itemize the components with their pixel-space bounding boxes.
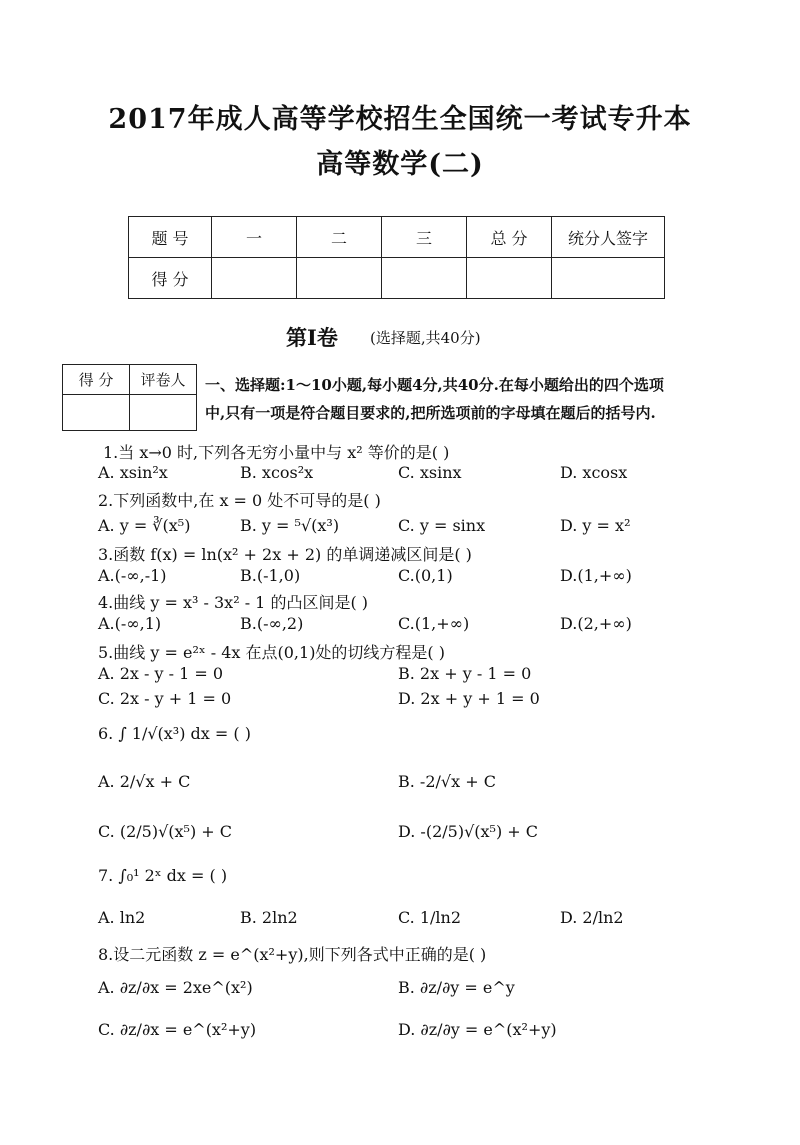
volume-note: (选择题,共40分): [370, 329, 481, 347]
question-1-option-d: D. xcosx: [560, 463, 628, 482]
score-cell: [297, 258, 382, 299]
score-header-cell: 三: [382, 217, 467, 258]
score-cell: [382, 258, 467, 299]
question-3-option-b: B.(-1,0): [240, 566, 301, 585]
score-cell: [552, 258, 665, 299]
question-4-option-a: A.(-∞,1): [98, 614, 162, 633]
question-5-option-a: A. 2x - y - 1 = 0: [98, 664, 224, 683]
grader-name-cell: [130, 395, 197, 431]
question-8-option-a: A. ∂z/∂x = 2xe^(x²): [98, 978, 253, 997]
question-5-stem: 5.曲线 y = e²ˣ - 4x 在点(0,1)处的切线方程是( ): [98, 643, 446, 662]
grader-name-label: 评卷人: [130, 365, 197, 395]
question-4-stem: 4.曲线 y = x³ - 3x² - 1 的凸区间是( ): [98, 593, 369, 612]
question-2-option-c: C. y = sinx: [398, 516, 486, 535]
question-1-option-b: B. xcos²x: [240, 463, 314, 482]
question-3-option-a: A.(-∞,-1): [98, 566, 167, 585]
score-row-label: 得 分: [129, 258, 212, 299]
question-5-option-c: C. 2x - y + 1 = 0: [98, 689, 232, 708]
question-1-option-c: C. xsinx: [398, 463, 462, 482]
question-4-option-b: B.(-∞,2): [240, 614, 304, 633]
question-7-option-b: B. 2ln2: [240, 908, 298, 927]
question-4-option-d: D.(2,+∞): [560, 614, 632, 633]
question-1-stem: 1.当 x→0 时,下列各无穷小量中与 x² 等价的是( ): [103, 443, 450, 462]
grader-score-cell: [63, 395, 130, 431]
score-header-cell: 一: [212, 217, 297, 258]
score-table: [128, 216, 665, 299]
question-8-option-b: B. ∂z/∂y = e^y: [398, 978, 515, 997]
grader-table: [62, 364, 197, 431]
question-7-stem: 7. ∫₀¹ 2ˣ dx = ( ): [98, 866, 228, 885]
exam-title: 2017年成人高等学校招生全国统一考试专升本: [108, 104, 692, 135]
question-1-option-a: A. xsin²x: [98, 463, 168, 482]
question-6-stem: 6. ∫ 1/√(x³) dx = ( ): [98, 724, 251, 743]
score-header-cell: 二: [297, 217, 382, 258]
question-8-stem: 8.设二元函数 z = e^(x²+y),则下列各式中正确的是( ): [98, 945, 487, 964]
subject-title: 高等数学(二): [316, 149, 484, 180]
volume-title: 第Ⅰ卷: [286, 325, 338, 350]
question-3-option-d: D.(1,+∞): [560, 566, 632, 585]
question-6-option-a: A. 2/√x + C: [98, 772, 191, 791]
instruction-line-2: 中,只有一项是符合题目要求的,把所选项前的字母填在题后的括号内.: [205, 404, 656, 422]
question-5-option-d: D. 2x + y + 1 = 0: [398, 689, 540, 708]
question-2-option-a: A. y = ∛(x⁵): [98, 516, 191, 535]
score-header-cell: 总 分: [467, 217, 552, 258]
score-cell: [467, 258, 552, 299]
question-6-option-d: D. -(2/5)√(x⁵) + C: [398, 822, 539, 841]
question-6-option-c: C. (2/5)√(x⁵) + C: [98, 822, 233, 841]
score-header-cell: 统分人签字: [552, 217, 665, 258]
question-4-option-c: C.(1,+∞): [398, 614, 470, 633]
question-7-option-d: D. 2/ln2: [560, 908, 624, 927]
question-2-option-d: D. y = x²: [560, 516, 631, 535]
score-cell: [212, 258, 297, 299]
question-3-stem: 3.函数 f(x) = ln(x² + 2x + 2) 的单调递减区间是( ): [98, 545, 472, 564]
grader-score-label: 得 分: [63, 365, 130, 395]
question-7-option-c: C. 1/ln2: [398, 908, 462, 927]
question-7-option-a: A. ln2: [98, 908, 146, 927]
question-2-option-b: B. y = ⁵√(x³): [240, 516, 340, 535]
question-8-option-c: C. ∂z/∂x = e^(x²+y): [98, 1020, 257, 1039]
question-8-option-d: D. ∂z/∂y = e^(x²+y): [398, 1020, 557, 1039]
score-header-cell: 题 号: [129, 217, 212, 258]
instruction-line-1: 一、选择题:1～10小题,每小题4分,共40分.在每小题给出的四个选项: [205, 376, 664, 394]
question-5-option-b: B. 2x + y - 1 = 0: [398, 664, 532, 683]
question-2-stem: 2.下列函数中,在 x = 0 处不可导的是( ): [98, 491, 381, 510]
question-6-option-b: B. -2/√x + C: [398, 772, 496, 791]
question-3-option-c: C.(0,1): [398, 566, 453, 585]
